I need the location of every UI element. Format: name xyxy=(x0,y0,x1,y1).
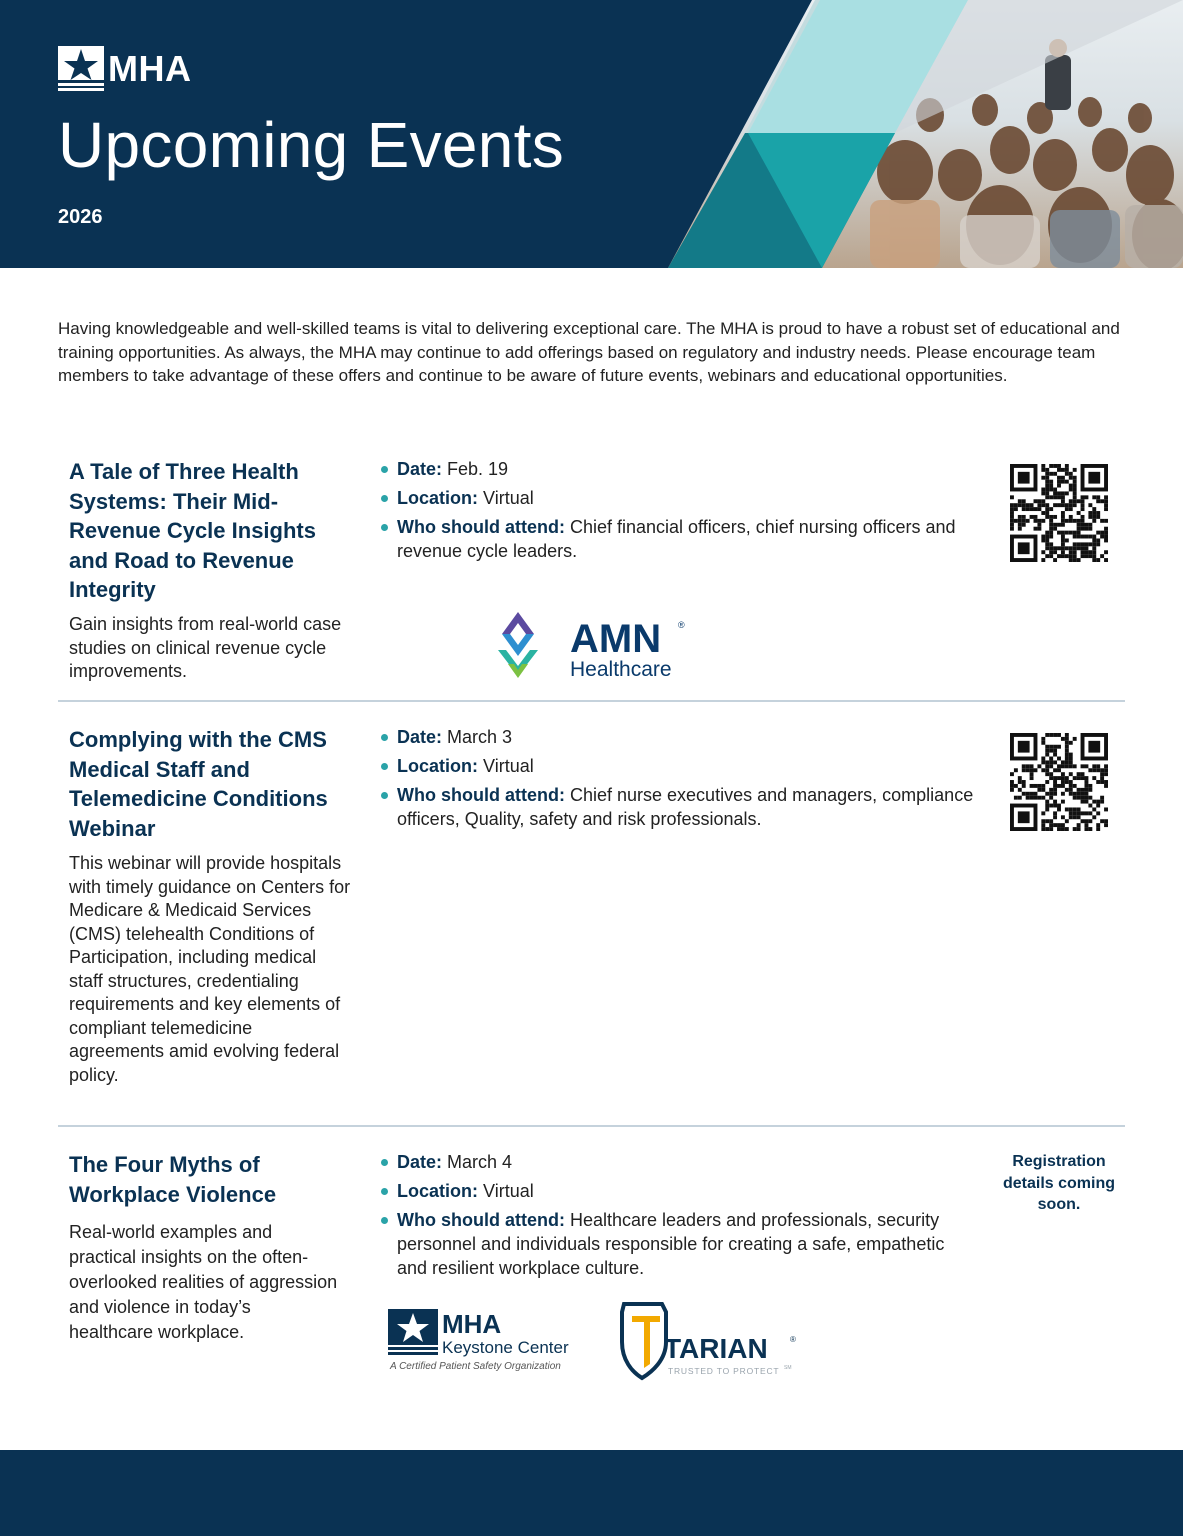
event-1-date: Date: Feb. 19 xyxy=(378,457,978,481)
event-1-location: Location: Virtual xyxy=(378,486,978,510)
kc-logo-name: MHA xyxy=(442,1309,502,1339)
event-1-title: A Tale of Three Health Systems: Their Mid-Revenue Cycle Insights and Road to Revenue Integrity xyxy=(69,459,316,602)
year-label: 2026 xyxy=(58,206,103,228)
event-2-details xyxy=(378,725,978,836)
event-3-location: Location: Virtual xyxy=(378,1179,978,1203)
event-2-date: Date: March 3 xyxy=(378,725,978,749)
event-divider xyxy=(58,1125,1125,1127)
intro-paragraph: Having knowledgeable and well-skilled teams is vital to delivering exceptional care. The MHA is proud to have a robust set of educational and training opportunities. As always, the MHA may continue to add offerings based on regulatory and industry needs. Please encourage team members to take advantage of these offers and continue to be aware of future events, webinars and educational opportunities. xyxy=(58,319,1120,385)
tarian-logo-name: TARIAN xyxy=(664,1333,768,1364)
event-1-audience: Who should attend: Chief financial officers, chief nursing officers and revenue cycle leaders. xyxy=(378,515,978,563)
event-divider xyxy=(58,700,1125,702)
mha-star-icon xyxy=(58,46,104,92)
kc-logo-sub: Keystone Center xyxy=(442,1338,569,1357)
amn-logo-mark: ® xyxy=(678,620,685,630)
logo-text: MHA xyxy=(108,48,192,89)
tarian-logo-tag: TRUSTED TO PROTECT xyxy=(668,1366,780,1376)
event-1-qr-code[interactable] xyxy=(1010,464,1108,562)
footer-bar xyxy=(0,1450,1183,1536)
tarian-logo-mark: ® xyxy=(790,1335,796,1344)
mha-logo xyxy=(58,46,191,92)
tarian-logo xyxy=(620,1302,810,1382)
event-2-description: This webinar will provide hospitals with timely guidance on Centers for Medicare & Medicaid Services (CMS) telehealth Conditions of Participation, including medical staff structures, credentialing requirements and key elements of compliant telemedicine agreements amid evolving federal policy. xyxy=(69,853,351,1085)
event-3-date: Date: March 4 xyxy=(378,1150,978,1174)
amn-logo-sub: Healthcare xyxy=(570,658,672,681)
tarian-logo-tag-mark: SM xyxy=(784,1365,792,1371)
amn-logo-name: AMN xyxy=(570,617,662,661)
event-2-title: Complying with the CMS Medical Staff and Telemedicine Conditions Webinar xyxy=(69,727,328,841)
page-title: Upcoming Events xyxy=(58,109,565,181)
event-3-audience: Who should attend: Healthcare leaders and professionals, security personnel and individuals responsible for creating a safe, empathetic and resilient workplace culture. xyxy=(378,1208,978,1280)
event-2-location: Location: Virtual xyxy=(378,754,978,778)
registration-notice: Registration details coming soon. xyxy=(1002,1153,1116,1213)
kc-logo-tag: A Certified Patient Safety Organization xyxy=(390,1361,561,1372)
event-3-title: The Four Myths of Workplace Violence xyxy=(69,1152,277,1207)
header-banner xyxy=(0,0,1183,268)
event-2-qr-code[interactable] xyxy=(1010,733,1108,831)
event-3-details xyxy=(378,1150,978,1285)
event-2-audience: Who should attend: Chief nurse executives and managers, compliance officers, Quality, safety and risk professionals. xyxy=(378,783,978,831)
event-1-description: Gain insights from real-world case studies on clinical revenue cycle improvements. xyxy=(69,614,342,681)
mha-keystone-center-logo xyxy=(388,1307,588,1377)
event-3-description: Real-world examples and practical insights on the often-overlooked realities of aggression and violence in today’s healthcare workplace. xyxy=(69,1222,338,1342)
amn-healthcare-logo xyxy=(498,612,698,682)
event-1-details xyxy=(378,457,978,568)
